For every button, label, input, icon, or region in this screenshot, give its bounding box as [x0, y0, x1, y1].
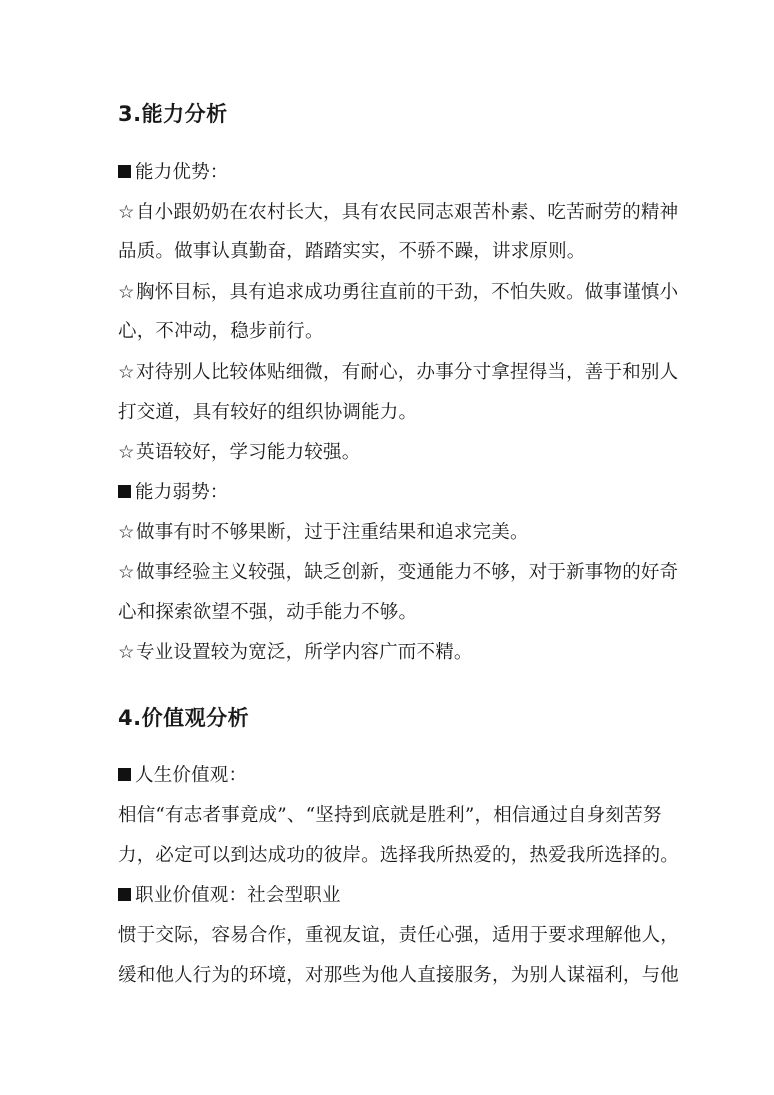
- group-label-weaknesses: [118, 481, 229, 505]
- paragraph-line: 缓和他人行为的环境，对那些为他人直接服务，为别人谋福利，与他: [118, 965, 680, 986]
- group-label-text: 职业价值观：社会型职业: [135, 885, 341, 906]
- list-item-continuation: 心和探索欲望不强，动手能力不够。: [118, 602, 418, 623]
- section-heading-values: 4.价值观分析: [118, 706, 250, 730]
- section-heading-ability: 3.能力分析: [118, 102, 228, 126]
- paragraph-line: 惯于交际，容易合作，重视友谊，责任心强，适用于要求理解他人，: [118, 925, 680, 946]
- list-item-continuation: 打交道，具有较好的组织协调能力。: [118, 402, 418, 423]
- list-item: [118, 641, 473, 665]
- black-square-bullet-icon: [118, 165, 131, 178]
- list-item-text: 做事有时不够果断，过于注重结果和追求完美。: [136, 522, 529, 543]
- list-item-text: 做事经验主义较强，缺乏创新，变通能力不够，对于新事物的好奇: [136, 562, 679, 583]
- group-label-text: 能力优势：: [135, 162, 229, 183]
- group-label-text: 能力弱势：: [135, 482, 229, 503]
- list-item: [118, 521, 529, 545]
- group-label-career-values: [118, 884, 341, 908]
- list-item-text: 胸怀目标，具有追求成功勇往直前的干劲，不怕失败。做事谨慎小: [136, 282, 679, 303]
- list-item-text: 自小跟奶奶在农村长大，具有农民同志艰苦朴素、吃苦耐劳的精神: [136, 202, 679, 223]
- list-item: [118, 561, 678, 585]
- paragraph-line: 相信“有志者事竟成”、“坚持到底就是胜利”，相信通过自身刻苦努: [118, 805, 662, 826]
- paragraph-line: 力，必定可以到达成功的彼岸。选择我所热爱的，热爱我所选择的。: [118, 845, 680, 866]
- list-item: [118, 441, 360, 465]
- black-square-bullet-icon: [118, 888, 131, 901]
- list-item: [118, 201, 678, 225]
- group-label-life-values: [118, 764, 247, 788]
- star-bullet-icon: ☆: [118, 362, 135, 383]
- black-square-bullet-icon: [118, 485, 131, 498]
- list-item: [118, 361, 678, 385]
- black-square-bullet-icon: [118, 768, 131, 781]
- list-item-continuation: 品质。做事认真勤奋，踏踏实实，不骄不躁，讲求原则。: [118, 241, 586, 262]
- star-bullet-icon: ☆: [118, 442, 135, 463]
- list-item: [118, 281, 678, 305]
- group-label-strengths: [118, 161, 229, 185]
- list-item-text: 专业设置较为宽泛，所学内容广而不精。: [136, 642, 473, 663]
- star-bullet-icon: ☆: [118, 522, 135, 543]
- list-item-text: 英语较好，学习能力较强。: [136, 442, 361, 463]
- list-item-text: 对待别人比较体贴细微，有耐心，办事分寸拿捏得当，善于和别人: [136, 362, 679, 383]
- star-bullet-icon: ☆: [118, 642, 135, 663]
- star-bullet-icon: ☆: [118, 202, 135, 223]
- star-bullet-icon: ☆: [118, 562, 135, 583]
- list-item-continuation: 心，不冲动，稳步前行。: [118, 321, 324, 342]
- group-label-text: 人生价值观：: [135, 765, 248, 786]
- star-bullet-icon: ☆: [118, 282, 135, 303]
